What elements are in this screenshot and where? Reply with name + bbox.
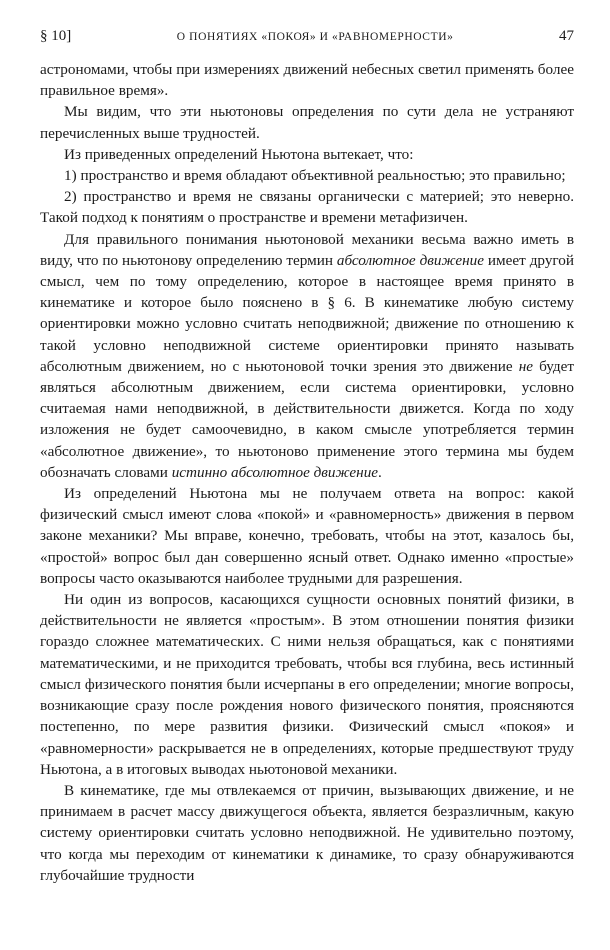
running-header: [40, 28, 574, 45]
page-number: 47: [559, 28, 574, 44]
list-item: 1) пространство и время обладают объективной реальностью; это правильно;: [64, 167, 566, 185]
emphasis: не: [518, 357, 533, 375]
emphasis: абсолютное движение: [336, 251, 484, 269]
emphasis: истинно абсолютное движение: [171, 463, 379, 481]
paragraph: Из определений Ньютона мы не получаем ответа на вопрос: какой физический смысл имеют слова «покой» и «равномерность» движения в первом законе механики? Мы вправе, конечно, требовать, чтобы на этот, казалось бы, «простой» вопрос был дан совершенно ясный ответ. Однако именно «простые» вопросы часто оказываются наиболее трудными для разрешения.: [40, 485, 574, 587]
paragraph: Для правильного понимания ньютоновой механики весьма важно иметь в виду, что по ньютонову определению термин абсолютное движение имеет другой смысл, чем по тому определению, которое в настоящее время принято в кинематике и которое было пояснено в § 6. В кинематике любую систему ориентировки можно условно считать неподвижной; движение по отношению к такой условно неподвижной системе ориентировки принято называть абсолютным движением, но с ньютоновой точки зрения это движение не будет являться абсолютным движением, если система ориентировки, условно считаемая нами неподвижной, в действительности движется. Когда по ходу изложения не будет самоочевидно, в каком смысле употребляется термин «абсолютное движение», то ньютоново применение этого термина мы будем обозначать словами истинно абсолютное движение.: [40, 230, 575, 481]
paragraph: Из приведенных определений Ньютона вытекает, что:: [64, 145, 414, 163]
paragraph: В кинематике, где мы отвлекаемся от причин, вызывающих движение, и не принимаем в расчет массу движущегося объекта, является безразличным, какую систему ориентировки считать условно неподвижной. Не удивительно поэтому, что когда мы переходим от кинематики к динамике, то сразу обнаруживаются глубочайшие трудности: [40, 781, 574, 884]
running-title: О ПОНЯТИЯХ «ПОКОЯ» И «РАВНОМЕРНОСТИ»: [176, 31, 454, 43]
paragraph: Ни один из вопросов, касающихся сущности основных понятий физики, в действительности не является «простым». В этом отношении понятия физики гораздо сложнее математических. С ними нельзя обращаться, как с понятиями математическими, и не приходится требовать, чтобы вся глубина, весь истинный смысл физического понятия были исчерпаны в его определении; многие вопросы, возникающие сразу после рождения нового физического понятия, проясняются постепенно, по мере развития физики. Физический смысл «покоя» и «равномерности» раскрывается не в определениях, которые предшествуют труду Ньютона, а в итоговых выводах ньютоновой механики.: [40, 591, 574, 778]
section-number: § 10]: [40, 28, 72, 44]
list-item: 2) пространство и время не связаны органически с материей; это неверно. Такой подход к понятиям о пространстве и времени метафизичен.: [40, 188, 574, 227]
paragraph: Мы видим, что эти ньютоновы определения по сути дела не устраняют перечисленных выше трудностей.: [40, 103, 574, 142]
body-text: [40, 59, 574, 886]
paragraph: астрономами, чтобы при измерениях движений небесных светил применять более правильное время».: [40, 61, 574, 100]
